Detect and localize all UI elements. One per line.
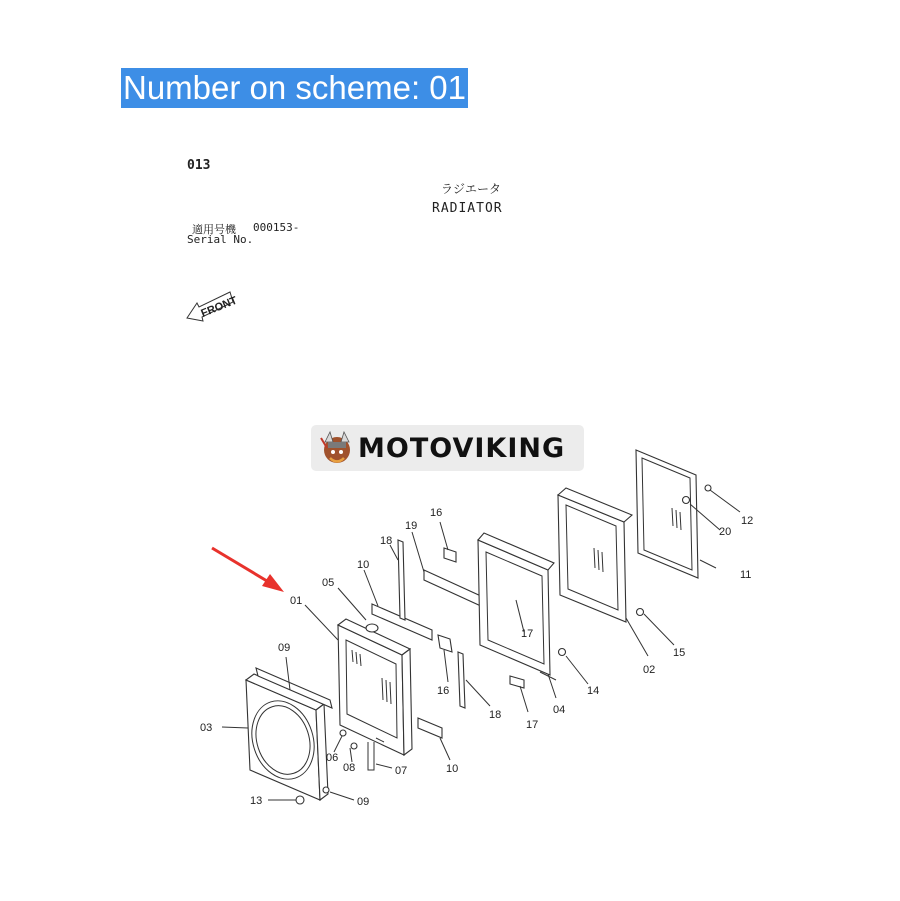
callout-16-bottom: 16 (437, 685, 450, 697)
cushion-left (438, 635, 452, 652)
radiator-cap (366, 624, 378, 632)
callout-09-top: 09 (278, 642, 291, 654)
callout-10-bottom: 10 (446, 763, 459, 775)
callout-04: 04 (553, 704, 566, 716)
callout-19: 19 (405, 520, 418, 532)
scheme-number-title: Number on scheme: 01 (123, 69, 467, 106)
callout-10-top: 10 (357, 559, 370, 571)
callout-11: 11 (740, 569, 752, 581)
callout-03: 03 (200, 722, 213, 734)
sheet-code: 013 (187, 158, 211, 173)
callout-05: 05 (322, 577, 335, 589)
lower-support-bar (418, 718, 442, 738)
callout-01: 01 (290, 595, 303, 607)
pointer-arrow-icon (212, 548, 284, 592)
screen-panel (636, 450, 698, 578)
cushion-upper (444, 548, 456, 562)
part-name-english: RADIATOR (432, 201, 503, 216)
callout-09-bottom: 09 (357, 796, 370, 808)
bolt-09 (323, 787, 329, 793)
fan-shroud (242, 674, 328, 800)
plug-08 (351, 743, 357, 749)
callout-17-bottom: 17 (526, 719, 539, 731)
callout-13: 13 (250, 795, 263, 807)
cushion-lower (510, 676, 524, 688)
brand-name: MOTOVIKING (358, 433, 566, 464)
shroud-panel (558, 488, 632, 622)
bolt-13 (296, 796, 304, 804)
serial-label-english: Serial No. (187, 233, 254, 246)
drain-pipe (368, 742, 374, 770)
callout-14: 14 (587, 685, 600, 697)
plug-06 (340, 730, 346, 736)
bolt-15 (637, 609, 644, 616)
serial-label-japanese: 適用号機 (192, 223, 236, 236)
brand-watermark (311, 425, 584, 471)
callout-18-top: 18 (380, 535, 393, 547)
callout-20: 20 (719, 526, 732, 538)
callout-17-top: 17 (521, 628, 534, 640)
part-name-japanese: ラジエータ (441, 182, 502, 196)
callout-08: 08 (343, 762, 356, 774)
radiator-core (338, 619, 412, 755)
viking-logo-icon (317, 428, 357, 468)
serial-number-value: 000153- (253, 221, 300, 234)
callout-15: 15 (673, 647, 686, 659)
bolt-20 (683, 497, 690, 504)
front-label: FRONT (199, 294, 240, 320)
callout-06: 06 (326, 752, 339, 764)
callout-16-top: 16 (430, 507, 443, 519)
callout-12: 12 (741, 515, 754, 527)
rubber-strip-vertical (398, 540, 405, 620)
callout-18-bottom: 18 (489, 709, 502, 721)
front-arrow-icon (187, 292, 239, 321)
support-frame (478, 533, 556, 680)
callout-02: 02 (643, 664, 656, 676)
bolt-14 (559, 649, 566, 656)
callout-07: 07 (395, 765, 408, 777)
rubber-strip-lower (458, 652, 465, 708)
